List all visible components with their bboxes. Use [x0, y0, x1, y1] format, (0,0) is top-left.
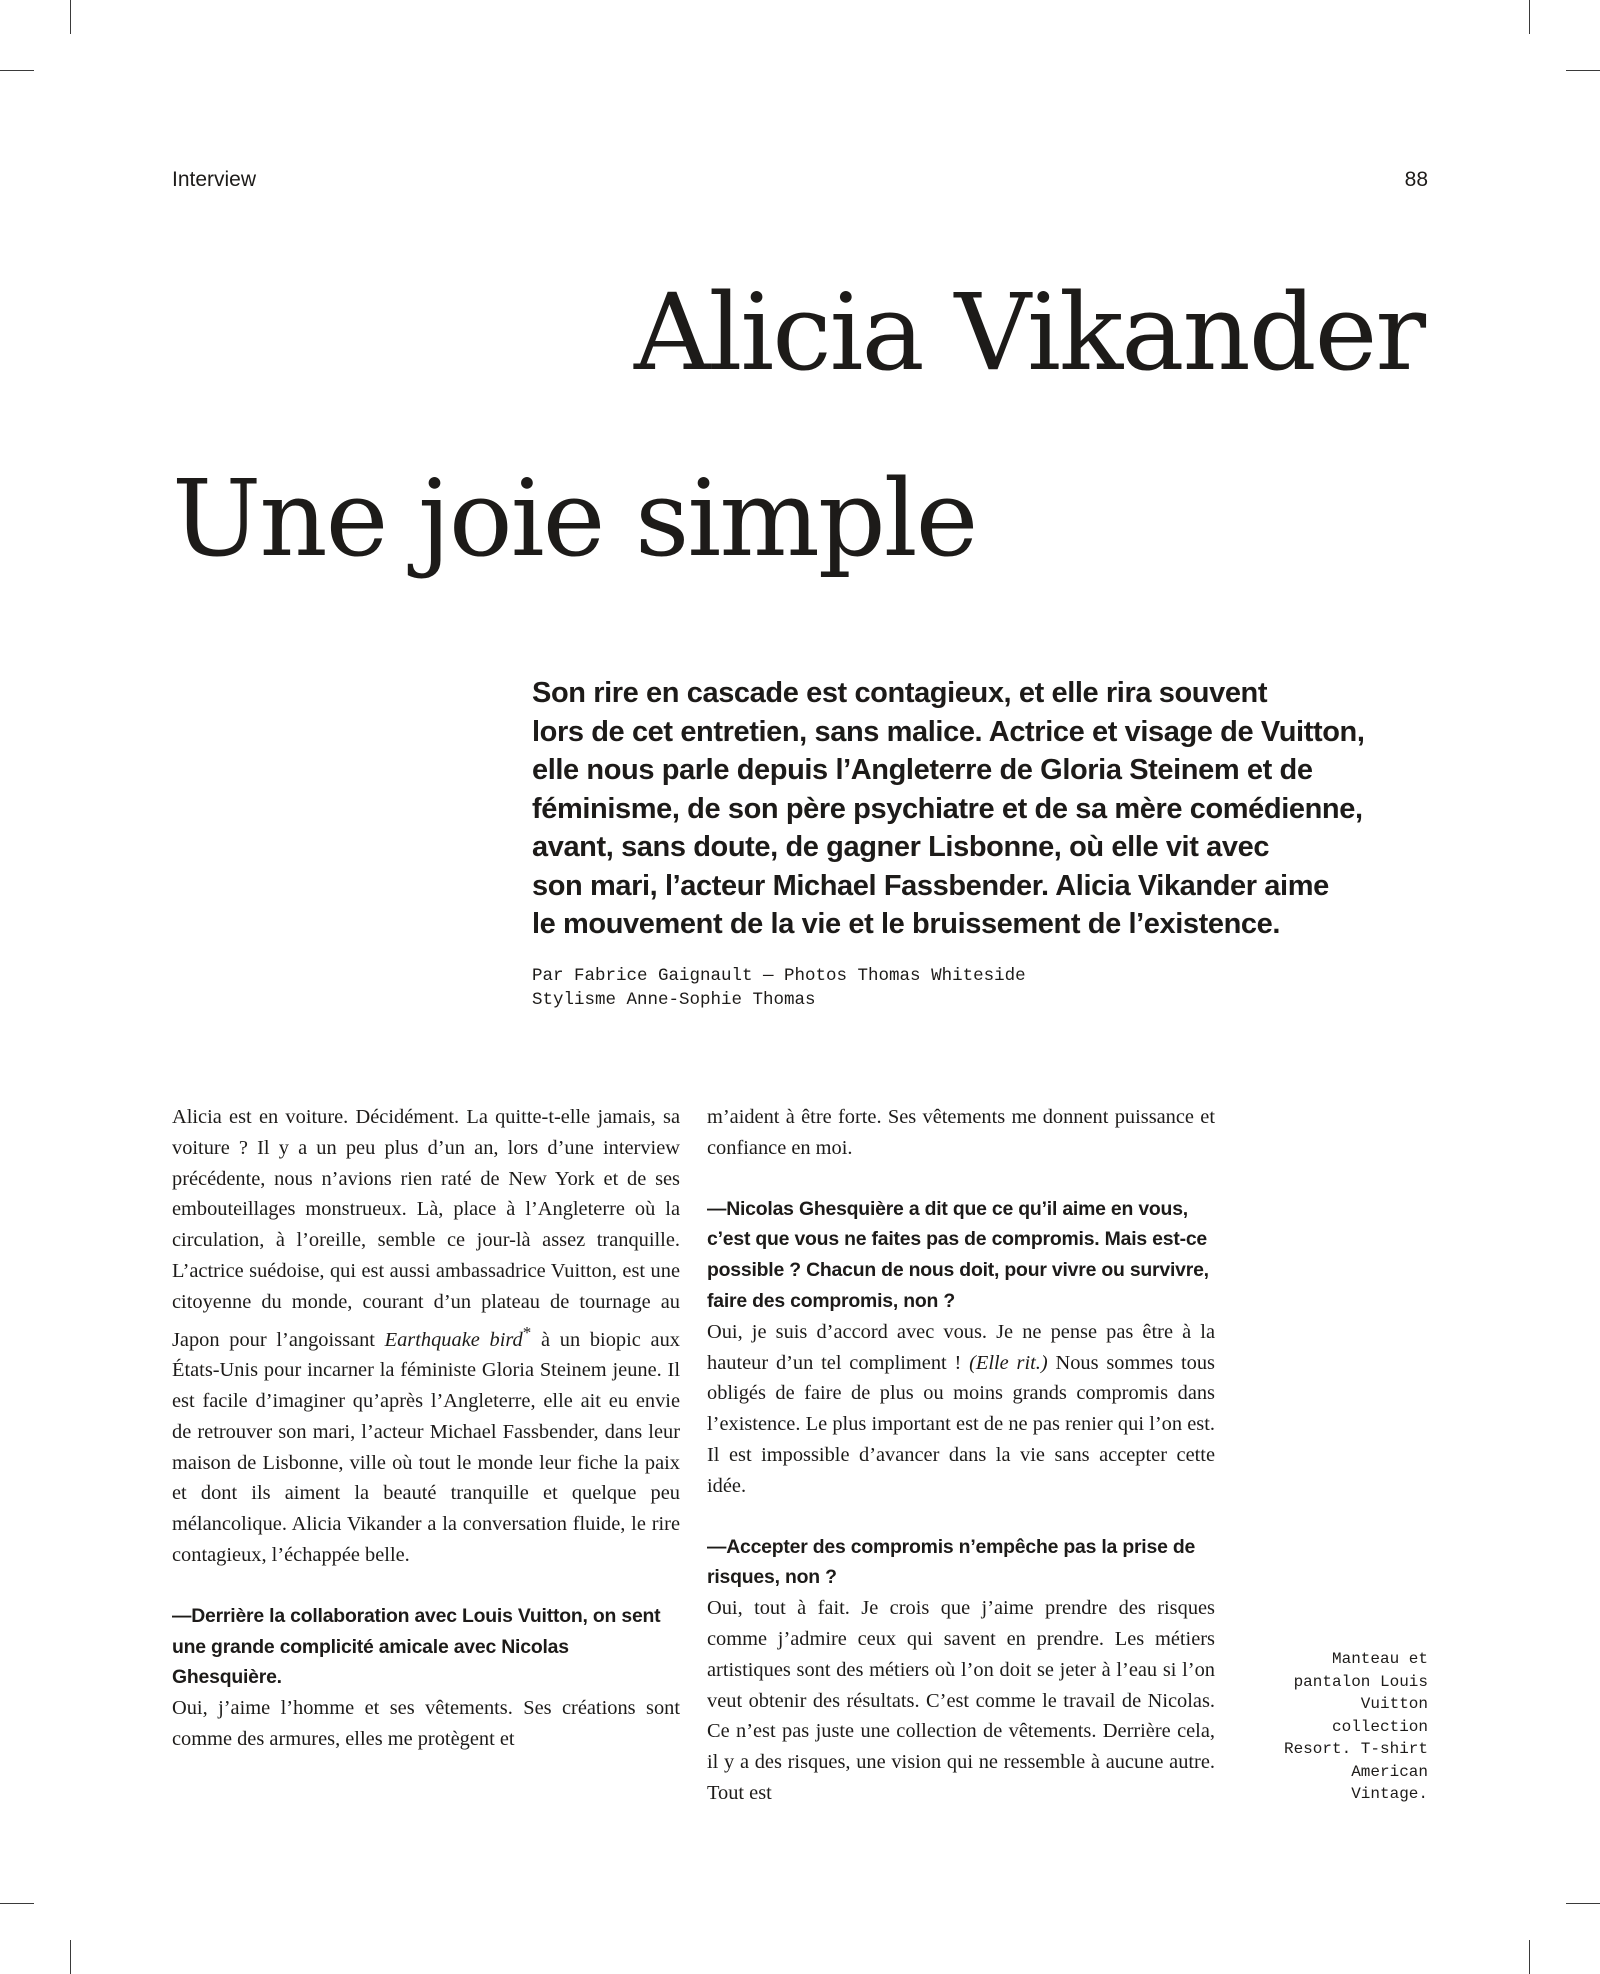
- section-label: Interview: [172, 168, 257, 191]
- crop-mark: [70, 0, 71, 34]
- interview-question: —Derrière la collaboration avec Louis Vuitton, on sent une grande complicité amicale avec Nicolas Ghesquière.: [172, 1604, 661, 1689]
- byline-authors: Par Fabrice Gaignault — Photos Thomas Whiteside: [532, 966, 1026, 986]
- article-title: Alicia Vikander: [633, 271, 1424, 394]
- crop-mark: [1529, 1940, 1530, 1974]
- caption-line: pantalon Louis: [1293, 1672, 1428, 1691]
- lede-line: lors de cet entretien, sans malice. Actrice et visage de Vuitton,: [532, 715, 1365, 748]
- intro-paragraph: Alicia est en voiture. Décidément. La quitte-t-elle jamais, sa voiture ? Il y a un peu plus d’un an, lors d’une interview précédente, nous n’avions rien raté de New York et de ses embouteillages monstrueux. Là, place à l’Angleterre où la circulation, à l’oreille, semble ce jour-là assez tranquille. L’actrice suédoise, qui est aussi ambassadrice Vuitton, est une citoyenne du monde, courant d’un plateau de tournage au Japon pour l’angoissant Earthquake bird* à un biopic aux États-Unis pour incarner la féministe Gloria Steinem jeune. Il est facile d’imaginer qu’après l’Angleterre, elle ait eu envie de retrouver son mari, l’acteur Michael Fassbender, dans leur maison de Lisbonne, ville où tout le monde leur fiche la paix et dont ils aiment la beauté tranquille et quelque peu mélancolique. Alicia Vikander a la conversation fluide, le rire contagieux, l’échappée belle.: [172, 1106, 680, 1566]
- interview-question: —Accepter des compromis n’empêche pas la prise de risques, non ?: [707, 1535, 1196, 1589]
- stage-direction: (Elle rit.): [969, 1351, 1048, 1374]
- body-column-1: [172, 1102, 680, 1755]
- footnote-mark: *: [522, 1322, 532, 1342]
- lede-line: elle nous parle depuis l’Angleterre de Gloria Steinem et de: [532, 754, 1313, 786]
- article-subtitle: Une joie simple: [172, 457, 977, 580]
- body-column-2: [707, 1102, 1215, 1809]
- crop-mark: [1529, 0, 1530, 34]
- lede-line: le mouvement de la vie et le bruissement de l’existence.: [532, 908, 1281, 940]
- caption-line: American: [1351, 1762, 1428, 1781]
- crop-mark: [70, 1940, 71, 1974]
- byline-styling: Stylisme Anne-Sophie Thomas: [532, 990, 816, 1010]
- film-title: Earthquake bird: [384, 1328, 523, 1351]
- crop-mark: [0, 70, 34, 71]
- interview-answer: Oui, je suis d’accord avec vous. Je ne pense pas être à la hauteur d’un tel compliment ! (Elle rit.) Nous sommes tous obligés de faire de plus ou moins grands compromis dans l’existence. Le plus important est de ne pas renier qui l’on est. Il est impossible d’avancer dans la vie sans accepter cette idée.: [707, 1320, 1215, 1497]
- crop-mark: [0, 1903, 34, 1904]
- interview-answer: Oui, tout à fait. Je crois que j’aime prendre des risques comme j’admire ceux qui savent en prendre. Les métiers artistiques sont des métiers où l’on doit se jeter à l’eau si l’on veut obtenir des résultats. C’est comme le travail de Nicolas. Ce n’est pas juste une collection de vêtements. Derrière cela, il y a des risques, une vision qui ne ressemble à aucune autre. Tout est: [707, 1597, 1215, 1804]
- caption-line: Manteau et: [1331, 1650, 1428, 1668]
- lede-line: féminisme, de son père psychiatre et de sa mère comédienne,: [532, 792, 1363, 825]
- photo-caption: [1238, 1648, 1428, 1806]
- page-number: 88: [1404, 168, 1428, 191]
- byline: [532, 964, 1026, 1012]
- interview-answer: Oui, j’aime l’homme et ses vêtements. Ses créations sont comme des armures, elles me protègent et: [172, 1697, 680, 1750]
- interview-question: —Nicolas Ghesquière a dit que ce qu’il aime en vous, c’est que vous ne faites pas de compromis. Mais est-ce possible ? Chacun de nous doit, pour vivre ou survivre, faire des compromis, non ?: [707, 1197, 1209, 1312]
- lede: [532, 674, 1432, 944]
- lede-line: avant, sans doute, de gagner Lisbonne, où elle vit avec: [532, 831, 1270, 863]
- caption-line: collection: [1331, 1717, 1428, 1736]
- caption-line: Vintage.: [1351, 1785, 1428, 1803]
- caption-line: Resort. T-shirt: [1283, 1740, 1428, 1758]
- caption-line: Vuitton: [1360, 1695, 1428, 1713]
- lede-line: son mari, l’acteur Michael Fassbender. Alicia Vikander aime: [532, 869, 1329, 902]
- interview-answer: m’aident à être forte. Ses vêtements me donnent puissance et confiance en moi.: [707, 1106, 1215, 1159]
- lede-line: Son rire en cascade est contagieux, et elle rira souvent: [532, 677, 1268, 709]
- crop-mark: [1566, 1903, 1600, 1904]
- crop-mark: [1566, 70, 1600, 71]
